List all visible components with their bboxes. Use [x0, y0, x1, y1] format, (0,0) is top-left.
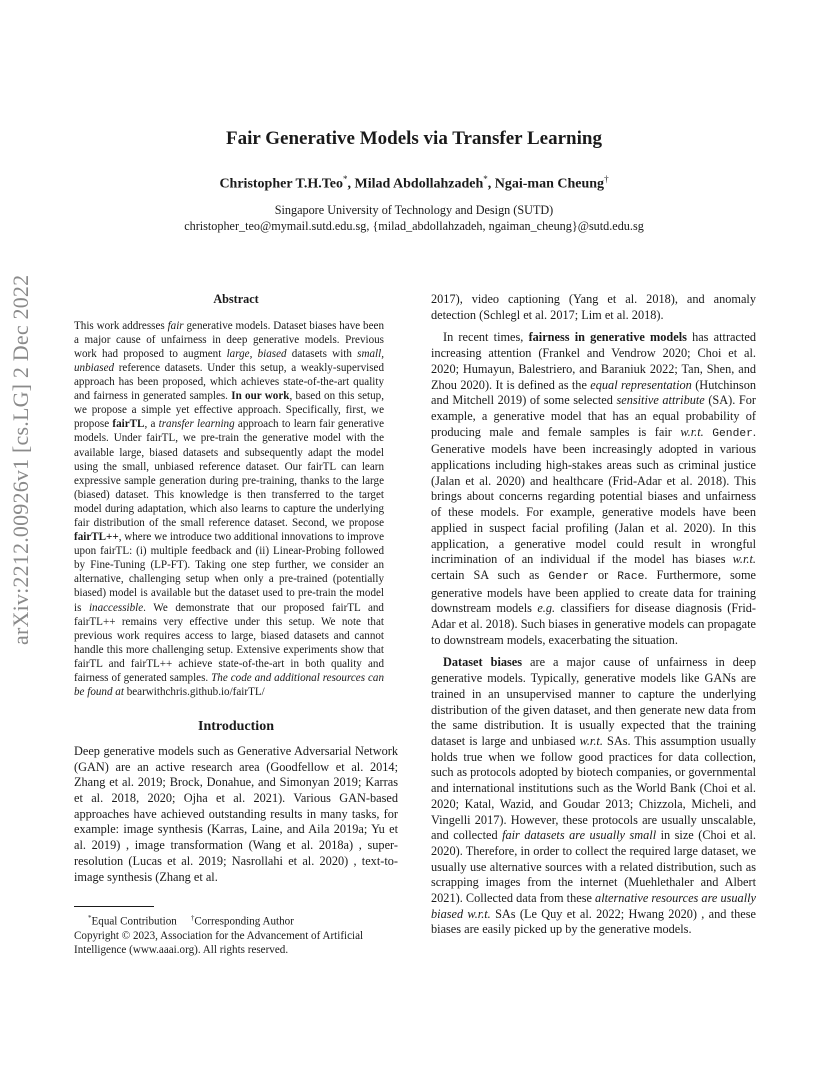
arxiv-identifier-stamp: arXiv:2212.00926v1 [cs.LG] 2 Dec 2022: [8, 274, 33, 645]
text-run: . Generative models have been increasingly adopted in various applications including high-stakes areas such as criminal justice (Jalan et al. 2020) and healthcare (Frid-Adar et al. 2018). This brings about concerns regarding potential biases and unfairness of these models. For example, generative models have been applied in suspect facial profiling (Jalan et al. 2020). In this application, a generative model could result in wrongful incrimination of an individual if the model has biases: [431, 424, 756, 567]
abstract-emphasis: large, biased: [226, 347, 287, 360]
abstract-emphasis: small, unbiased: [74, 347, 384, 374]
abstract-run: , based on this setup, we propose a simple yet effective approach. Specifically, first, we propose: [74, 390, 384, 431]
text-run: in size (Choi et al. 2020). Therefore, in order to collect the required large dataset, we usually use alternative sources with a related distribution, such as scrapping images from the internet (Muehlethaler and Albert 2021). Collected data from these: [431, 828, 756, 906]
abstract-heading: Abstract: [213, 292, 259, 306]
text-run: (Hutchinson and Mitchell 2019) of some selected: [431, 377, 757, 408]
abstract-bold: fairTL++: [74, 531, 119, 544]
corresponding-author-note: Corresponding Author: [194, 915, 294, 928]
equal-contribution-mark: *: [483, 174, 488, 184]
author-separator: ,: [487, 176, 495, 192]
emphasis: alternative resources are usually biased w.r.t.: [431, 891, 756, 921]
abstract-run: generative models. Dataset biases have been a major cause of unfairness in deep generative models. Previous work had proposed to augment: [74, 319, 384, 360]
text-run: are a major cause of unfairness in deep generative models. Typically, generative models like GANs are trained in an unsupervised manner to capture the underlying distribution of the given dataset, and then generate new data from the same distribution. It is usually expected that the training dataset is large and unbiased: [431, 655, 756, 748]
code-link[interactable]: bearwithchris.github.io/fairTL/: [123, 686, 265, 699]
attribute-code: Gender: [712, 427, 753, 440]
left-column: [74, 292, 398, 885]
bold-term: Dataset biases: [443, 655, 523, 670]
equal-contribution-note: Equal Contribution: [91, 915, 177, 928]
intro-continuation: 2017), video captioning (Yang et al. 2018), and anomaly detection (Schlegl et al. 2017; Lim et al. 2018).: [431, 292, 756, 322]
text-run: or: [589, 567, 618, 582]
abstract-run: approach to learn fair generative models. Under fairTL, we pre-train the generative model with the available large, biased datasets and subsequently adapt the model using the small, unbiased reference dataset. Our fairTL can learn expressive sample generation during pre-training, thanks to the large (biased) dataset. This knowledge is then transferred to the target model during adaptation, which also learns to capture the underlying fair distribution of the small reference dataset. Second, we propose: [74, 418, 384, 530]
emphasis: e.g.: [537, 601, 556, 616]
author-emails: christopher_teo@mymail.sutd.edu.sg, {milad_abdollahzadeh, ngaiman_cheung}@sutd.edu.sg: [184, 219, 644, 233]
abstract-run: . We demonstrate that our proposed fairTL and fairTL++ remains very effective under this setup. We note that previous work requires access to large, biased datasets and cannot handle this more challenging setup. Extensive experiments show that fairTL and fairTL++ achieve state-of-the-art in both quality and fairness of generated samples.: [74, 601, 384, 685]
bold-term: fairness in generative models: [528, 330, 687, 345]
abstract-emphasis: inaccessible: [88, 601, 144, 614]
text-run: SAs. This assumption usually holds true when we follow good practices for data collection, such as protocols adopted by biotech companies, or governmental and international institutions such as the World Bank (Choi et al. 2020; Katal, Wazid, and Goudar 2013; Chizzola, Micheli, and Vingelli 2017). However, these protocols are usually unscalable, and collected: [431, 733, 756, 843]
fairness-paragraph: [431, 330, 756, 648]
text-run: [704, 425, 713, 439]
abstract-emphasis: fair: [167, 319, 184, 332]
emphasis: w.r.t.: [579, 733, 603, 748]
text-run: In recent times,: [443, 330, 529, 345]
affiliation-block: [0, 202, 828, 234]
emphasis: fair datasets are usually small: [502, 828, 657, 843]
abstract-emphasis: The code and additional resources can be found at: [74, 672, 385, 699]
abstract-run: , a: [144, 418, 159, 431]
abstract-bold: In our work: [231, 390, 290, 403]
author-teo: Christopher T.H.Teo: [219, 176, 343, 192]
footnote-divider: [74, 906, 154, 907]
attribute-code: Gender: [548, 570, 589, 583]
text-run: (SA). For example, a generative model that has an equal probability of producing male and female samples is fair: [431, 393, 756, 439]
abstract-emphasis: transfer learning: [158, 418, 235, 431]
abstract-run: datasets with: [286, 347, 358, 360]
text-run: SAs (Le Quy et al. 2022; Hwang 2020) , and these biases are easily picked up by the generative models.: [431, 906, 756, 937]
affiliation: Singapore University of Technology and Design (SUTD): [274, 203, 554, 217]
author-list: [0, 174, 828, 193]
abstract-run: , where we introduce two additional innovations to improve upon fairTL: (i) multiple feedback and (ii) Linear-Probing followed by Fine-Tuning (LP-FT). Taking one step further, we consider an alternative, challenging setup when only a pre-trained (potentially biased) model is available but the dataset used to pre-train the model is: [74, 531, 384, 614]
author-cheung: Ngai-man Cheung: [494, 176, 605, 192]
emphasis: w.r.t.: [680, 424, 704, 439]
author-abdollahzadeh: Milad Abdollahzadeh: [354, 176, 484, 192]
paper-title: Fair Generative Models via Transfer Learning: [226, 128, 602, 149]
right-column: [431, 292, 756, 938]
emphasis: w.r.t.: [732, 552, 756, 567]
emphasis: equal representation: [590, 377, 692, 392]
copyright-notice: Copyright © 2023, Association for the Advancement of Artificial Intelligence (www.aaai.org). All rights reserved.: [74, 929, 364, 956]
text-run: classifiers for disease diagnosis (Frid-Adar et al. 2018). Such biases in generative models can propagate to downstream models, exacerbating the situation.: [431, 601, 756, 647]
text-run: certain SA such as: [431, 567, 549, 582]
author-separator: ,: [347, 176, 355, 192]
footnotes: [74, 911, 402, 957]
abstract-run: reference datasets. Under this setup, a weakly-supervised approach has been proposed, which achieves state-of-the-art quality and fairness in generated samples.: [74, 361, 384, 403]
corresponding-author-mark: †: [604, 174, 609, 184]
author-footnote: [74, 911, 402, 929]
introduction-paragraph: Deep generative models such as Generative Adversarial Network (GAN) are an active research area (Goodfellow et al. 2014; Zhang et al. 2019; Brock, Donahue, and Simonyan 2019; Karras et al. 2018, 2020; Ojha et al. 2021). Various GAN-based approaches have achieved outstanding results in many tasks, for example: image synthesis (Karras, Laine, and Aila 2019a; Yu et al. 2019) , image transformation (Wang et al. 2018a) , super-resolution (Lucas et al. 2019; Nasrollahi et al. 2020) , text-to-image synthesis (Zhang et al.: [74, 743, 398, 884]
attribute-code: Race: [617, 570, 645, 583]
equal-contribution-mark: *: [343, 174, 348, 184]
footnote-mark: †: [190, 914, 195, 922]
abstract-text: [74, 319, 384, 700]
emphasis: sensitive attribute: [616, 393, 705, 408]
abstract-run: This work addresses: [74, 319, 168, 332]
footnote-mark: *: [88, 914, 92, 922]
text-run: has attracted increasing attention (Frankel and Vendrow 2020; Choi et al. 2020; Humayun, Balestriero, and Baraniuk 2022; Tan, Shen, and Zhou 2020). It is defined as the: [431, 330, 756, 392]
text-run: . Furthermore, some generative models have been applied to create data for training downstream models: [431, 567, 756, 616]
dataset-biases-paragraph: [431, 655, 756, 938]
introduction-heading: Introduction: [198, 719, 274, 735]
abstract-bold: fairTL: [112, 418, 145, 431]
